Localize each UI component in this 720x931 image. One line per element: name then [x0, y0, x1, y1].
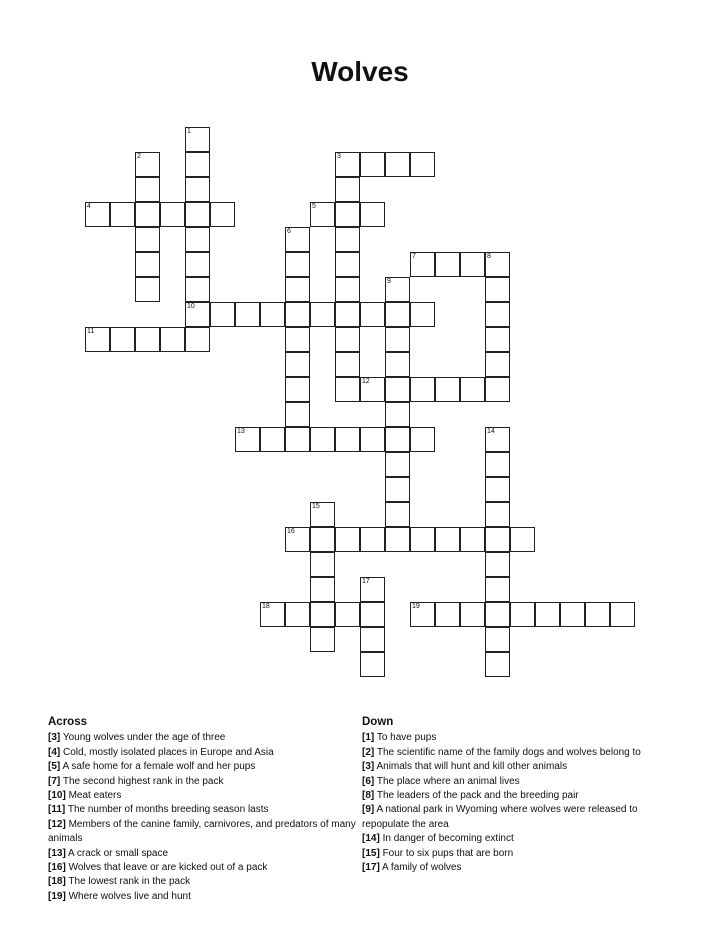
clue-number: 2 — [137, 153, 141, 160]
grid-cell[interactable] — [435, 377, 460, 402]
clue-text: Wolves that leave or are kicked out of a pack — [65, 862, 268, 874]
grid-cell[interactable] — [110, 327, 135, 352]
clue-text: Animals that will hunt and kill other animals — [374, 761, 568, 773]
grid-cell[interactable] — [285, 327, 310, 352]
down-clue — [362, 731, 672, 745]
clue-text: Meat eaters — [65, 790, 122, 802]
grid-cell[interactable] — [335, 252, 360, 277]
clue-number: 6 — [287, 228, 291, 235]
grid-cell[interactable] — [460, 602, 485, 627]
grid-cell[interactable] — [385, 352, 410, 377]
clue-number: 8 — [487, 253, 491, 260]
clue-label: [18] — [48, 876, 66, 888]
grid-cell[interactable] — [335, 202, 360, 227]
clue-text: Young wolves under the age of three — [60, 732, 226, 744]
clue-number: 10 — [187, 303, 195, 310]
grid-cell[interactable] — [410, 152, 435, 177]
grid-cell[interactable] — [285, 252, 310, 277]
down-clue-list — [362, 731, 672, 875]
grid-cell[interactable] — [335, 227, 360, 252]
clue-number: 14 — [487, 428, 495, 435]
down-clue — [362, 746, 672, 760]
grid-cell[interactable] — [360, 427, 385, 452]
across-clue — [48, 731, 358, 745]
grid-cell[interactable] — [185, 152, 210, 177]
grid-cell[interactable] — [385, 327, 410, 352]
grid-cell[interactable] — [360, 527, 385, 552]
grid-cell[interactable] — [385, 277, 410, 302]
grid-cell[interactable] — [560, 602, 585, 627]
grid-cell[interactable] — [360, 577, 385, 602]
grid-cell[interactable] — [185, 302, 210, 327]
clue-text: The number of months breeding season lasts — [65, 804, 269, 816]
clue-number: 4 — [87, 203, 91, 210]
clue-text: The leaders of the pack and the breeding pair — [374, 790, 579, 802]
grid-cell[interactable] — [135, 177, 160, 202]
clue-number: 1 — [187, 128, 191, 135]
grid-cell[interactable] — [310, 302, 335, 327]
grid-cell[interactable] — [335, 527, 360, 552]
grid-cell[interactable] — [485, 452, 510, 477]
clue-number: 9 — [387, 278, 391, 285]
across-clue — [48, 803, 358, 817]
grid-cell[interactable] — [135, 252, 160, 277]
grid-cell[interactable] — [335, 327, 360, 352]
grid-cell[interactable] — [485, 327, 510, 352]
grid-cell[interactable] — [185, 277, 210, 302]
clue-label: [10] — [48, 790, 66, 802]
across-heading: Across — [48, 716, 87, 728]
grid-cell[interactable] — [285, 277, 310, 302]
grid-cell[interactable] — [285, 527, 310, 552]
down-heading: Down — [362, 716, 394, 728]
grid-cell[interactable] — [185, 327, 210, 352]
grid-cell[interactable] — [310, 577, 335, 602]
grid-cell[interactable] — [385, 377, 410, 402]
clue-label: [2] — [362, 746, 375, 758]
clue-text: The lowest rank in the pack — [65, 876, 191, 888]
clue-label: [19] — [48, 890, 66, 902]
grid-cell[interactable] — [235, 427, 260, 452]
clue-label: [16] — [48, 862, 66, 874]
grid-cell[interactable] — [285, 402, 310, 427]
down-clue — [362, 775, 672, 789]
clue-text: The scientific name of the family dogs and wolves belong to — [374, 746, 641, 758]
grid-cell[interactable] — [135, 152, 160, 177]
grid-cell[interactable] — [485, 527, 510, 552]
clue-text: A crack or small space — [65, 847, 169, 859]
grid-cell[interactable] — [285, 352, 310, 377]
grid-cell[interactable] — [510, 602, 535, 627]
grid-cell[interactable] — [135, 227, 160, 252]
grid-cell[interactable] — [460, 377, 485, 402]
clue-text: Four to six pups that are born — [379, 847, 514, 859]
grid-cell[interactable] — [285, 427, 310, 452]
grid-cell[interactable] — [510, 527, 535, 552]
across-clue — [48, 775, 358, 789]
grid-cell[interactable] — [460, 527, 485, 552]
grid-cell[interactable] — [485, 577, 510, 602]
across-clue-list — [48, 731, 358, 904]
clue-text: In danger of becoming extinct — [379, 833, 514, 845]
grid-cell[interactable] — [360, 152, 385, 177]
grid-cell[interactable] — [335, 352, 360, 377]
grid-cell[interactable] — [210, 302, 235, 327]
clue-label: [12] — [48, 818, 66, 830]
grid-cell[interactable] — [385, 527, 410, 552]
grid-cell[interactable] — [285, 302, 310, 327]
grid-cell[interactable] — [435, 527, 460, 552]
grid-cell[interactable] — [435, 252, 460, 277]
grid-cell[interactable] — [485, 427, 510, 452]
grid-cell[interactable] — [310, 502, 335, 527]
clue-text: Cold, mostly isolated places in Europe and Asia — [60, 746, 274, 758]
grid-cell[interactable] — [360, 302, 385, 327]
grid-cell[interactable] — [185, 127, 210, 152]
clue-number: 11 — [87, 328, 95, 335]
down-clues — [362, 715, 672, 875]
grid-cell[interactable] — [310, 202, 335, 227]
grid-cell[interactable] — [360, 627, 385, 652]
grid-cell[interactable] — [385, 427, 410, 452]
clue-number: 12 — [362, 378, 370, 385]
grid-cell[interactable] — [385, 502, 410, 527]
grid-cell[interactable] — [360, 202, 385, 227]
down-clue — [362, 847, 672, 861]
grid-cell[interactable] — [410, 527, 435, 552]
grid-cell[interactable] — [385, 452, 410, 477]
clue-label: [17] — [362, 862, 380, 874]
grid-cell[interactable] — [335, 602, 360, 627]
clue-number: 17 — [362, 578, 370, 585]
clue-label: [3] — [48, 732, 61, 744]
across-clue — [48, 746, 358, 760]
across-clue — [48, 875, 358, 889]
grid-cell[interactable] — [110, 202, 135, 227]
grid-cell[interactable] — [160, 202, 185, 227]
clue-text: A family of wolves — [379, 862, 462, 874]
clue-label: [4] — [48, 746, 61, 758]
grid-cell[interactable] — [235, 302, 260, 327]
grid-cell[interactable] — [485, 477, 510, 502]
grid-cell[interactable] — [410, 252, 435, 277]
grid-cell[interactable] — [85, 327, 110, 352]
across-clue — [48, 789, 358, 803]
grid-cell[interactable] — [485, 652, 510, 677]
grid-cell[interactable] — [310, 427, 335, 452]
grid-cell[interactable] — [385, 477, 410, 502]
clue-label: [3] — [362, 761, 375, 773]
down-clue — [362, 789, 672, 803]
clue-number: 16 — [287, 528, 295, 535]
across-clue — [48, 890, 358, 904]
grid-cell[interactable] — [285, 227, 310, 252]
grid-cell[interactable] — [410, 302, 435, 327]
grid-cell[interactable] — [185, 252, 210, 277]
down-clue — [362, 760, 672, 774]
grid-cell[interactable] — [435, 602, 460, 627]
grid-cell[interactable] — [185, 227, 210, 252]
grid-cell[interactable] — [385, 152, 410, 177]
grid-cell[interactable] — [485, 277, 510, 302]
grid-cell[interactable] — [160, 327, 185, 352]
grid-cell[interactable] — [185, 202, 210, 227]
grid-cell[interactable] — [335, 177, 360, 202]
across-clue — [48, 847, 358, 861]
down-clue — [362, 832, 672, 846]
grid-cell[interactable] — [485, 552, 510, 577]
grid-cell[interactable] — [485, 377, 510, 402]
grid-cell[interactable] — [335, 152, 360, 177]
across-clue — [48, 861, 358, 875]
across-clue — [48, 760, 358, 774]
clue-text: Where wolves live and hunt — [65, 890, 191, 902]
grid-cell[interactable] — [185, 177, 210, 202]
down-clue — [362, 803, 672, 832]
grid-cell[interactable] — [260, 602, 285, 627]
clue-label: [15] — [362, 847, 380, 859]
grid-cell[interactable] — [410, 377, 435, 402]
puzzle-title: Wolves — [311, 56, 409, 87]
clue-number: 18 — [262, 603, 270, 610]
clue-label: [9] — [362, 804, 375, 816]
clue-label: [14] — [362, 833, 380, 845]
grid-cell[interactable] — [485, 252, 510, 277]
grid-cell[interactable] — [335, 377, 360, 402]
clue-number: 5 — [312, 203, 316, 210]
grid-cell[interactable] — [310, 527, 335, 552]
grid-cell[interactable] — [335, 277, 360, 302]
grid-cell[interactable] — [360, 652, 385, 677]
grid-cell[interactable] — [285, 377, 310, 402]
clue-number: 15 — [312, 503, 320, 510]
clue-label: [13] — [48, 847, 66, 859]
clue-label: [8] — [362, 790, 375, 802]
clue-label: [6] — [362, 775, 375, 787]
clue-number: 13 — [237, 428, 245, 435]
grid-cell[interactable] — [410, 602, 435, 627]
grid-cell[interactable] — [460, 252, 485, 277]
grid-cell[interactable] — [310, 627, 335, 652]
clue-label: [11] — [48, 804, 66, 816]
clue-label: [5] — [48, 761, 61, 773]
grid-cell[interactable] — [485, 302, 510, 327]
grid-cell[interactable] — [485, 502, 510, 527]
grid-cell[interactable] — [385, 302, 410, 327]
grid-cell[interactable] — [285, 602, 310, 627]
grid-cell[interactable] — [335, 427, 360, 452]
grid-cell[interactable] — [135, 277, 160, 302]
grid-cell[interactable] — [260, 302, 285, 327]
grid-cell[interactable] — [485, 352, 510, 377]
down-clue — [362, 861, 672, 875]
grid-cell[interactable] — [310, 602, 335, 627]
clue-label: [1] — [362, 732, 375, 744]
clue-text: A safe home for a female wolf and her pups — [60, 761, 256, 773]
grid-cell[interactable] — [360, 602, 385, 627]
grid-cell[interactable] — [535, 602, 560, 627]
grid-cell[interactable] — [585, 602, 610, 627]
clue-text: The second highest rank in the pack — [60, 775, 224, 787]
grid-cell[interactable] — [310, 552, 335, 577]
grid-cell[interactable] — [360, 377, 385, 402]
grid-cell[interactable] — [135, 327, 160, 352]
grid-cell[interactable] — [485, 602, 510, 627]
grid-cell[interactable] — [385, 402, 410, 427]
clue-text: Members of the canine family, carnivores, and predators of many animals — [48, 818, 356, 845]
clue-label: [7] — [48, 775, 61, 787]
across-clue — [48, 818, 358, 847]
grid-cell[interactable] — [85, 202, 110, 227]
clue-number: 7 — [412, 253, 416, 260]
grid-cell[interactable] — [335, 302, 360, 327]
clue-number: 19 — [412, 603, 420, 610]
clue-text: The place where an animal lives — [374, 775, 520, 787]
grid-cell[interactable] — [260, 427, 285, 452]
grid-cell[interactable] — [610, 602, 635, 627]
grid-cell[interactable] — [410, 427, 435, 452]
clue-number: 3 — [337, 153, 341, 160]
clue-text: A national park in Wyoming where wolves were released to repopulate the area — [362, 804, 638, 830]
grid-cell[interactable] — [210, 202, 235, 227]
across-clues — [48, 715, 358, 904]
clue-text: To have pups — [374, 732, 437, 744]
grid-cell[interactable] — [135, 202, 160, 227]
grid-cell[interactable] — [485, 627, 510, 652]
